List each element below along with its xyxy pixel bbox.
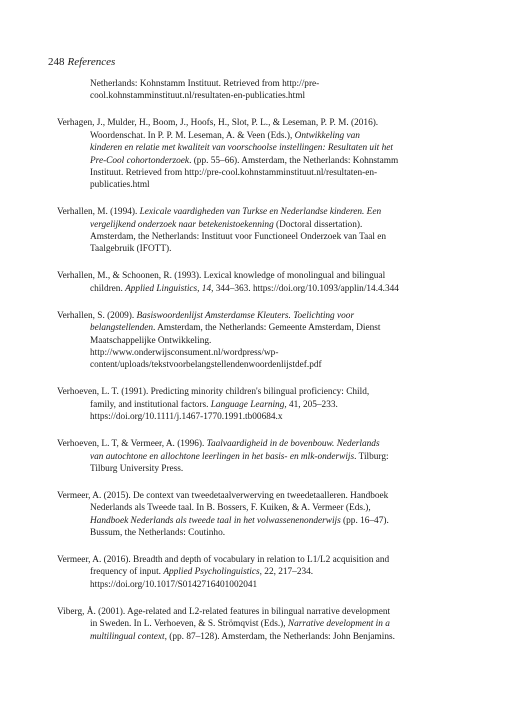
reference-text: Verhoeven, L. T, & Vermeer, A. (1996). bbox=[57, 439, 207, 450]
reference-text: frequency of input. bbox=[90, 567, 164, 578]
reference-text: http://www.onderwijsconsument.nl/wordpress/wp- bbox=[90, 348, 279, 359]
reference-italic-text: Narrative development in a bbox=[287, 619, 390, 630]
reference-first-line bbox=[57, 206, 467, 218]
reference-text: Nederlands als Tweede taal. In B. Bossers, F. Kuiken, & A. Vermeer (Eds.), bbox=[90, 503, 371, 514]
reference-text: . Amsterdam, the Netherlands: Gemeente Amsterdam, Dienst bbox=[153, 323, 381, 334]
reference-text: Bussum, the Netherlands: Coutinho. bbox=[90, 528, 226, 539]
reference-continuation-line bbox=[57, 78, 467, 90]
reference-text: Tilburg University Press. bbox=[90, 463, 184, 474]
reference-italic-text: Applied Psycholinguistics bbox=[163, 567, 260, 578]
reference-entry bbox=[57, 606, 467, 643]
reference-text: Netherlands: Kohnstamm Instituut. Retrieved from http://pre- bbox=[90, 79, 320, 89]
reference-text: https://doi.org/10.1017/S0142716401002041 bbox=[90, 579, 258, 590]
reference-continuation-line bbox=[57, 130, 467, 142]
reference-italic-text: belangstellenden bbox=[90, 323, 153, 334]
reference-entry bbox=[57, 78, 467, 103]
reference-text: content/uploads/tekstvoorbelangstellendenwoordenlijstdef.pdf bbox=[90, 360, 322, 371]
reference-continuation-line bbox=[57, 411, 467, 423]
reference-continuation-line bbox=[57, 155, 467, 167]
reference-text: children. bbox=[90, 283, 126, 294]
reference-continuation-line bbox=[57, 347, 467, 359]
reference-italic-text: Language Learning bbox=[210, 399, 285, 410]
reference-continuation-line bbox=[57, 566, 467, 578]
reference-continuation-line bbox=[57, 359, 467, 371]
reference-first-line bbox=[57, 438, 467, 450]
reference-text: , 41, 205–233. bbox=[284, 399, 338, 410]
reference-text: , 344–363. https://doi.org/10.1093/applin/14.4.344 bbox=[211, 283, 399, 294]
reference-list bbox=[57, 78, 467, 658]
reference-text: Amsterdam, the Netherlands: Instituut voor Functioneel Onderzoek van Taal en bbox=[90, 232, 387, 243]
reference-text: in Sweden. In L. Verhoeven, & S. Strömqvist (Eds.), bbox=[90, 619, 288, 630]
reference-text: Woordenschat. In P. P. M. Leseman, A. & Veen (Eds.), bbox=[90, 130, 295, 141]
reference-continuation-line bbox=[57, 231, 467, 243]
reference-entry bbox=[57, 554, 467, 591]
reference-text: . Tilburg: bbox=[354, 451, 389, 462]
reference-first-line bbox=[57, 310, 467, 322]
reference-text: (Doctoral dissertation). bbox=[273, 219, 363, 230]
reference-italic-text: multilingual context bbox=[90, 631, 165, 642]
reference-continuation-line bbox=[57, 142, 467, 154]
reference-italic-text: Pre-Cool cohortonderzoek bbox=[90, 155, 190, 166]
reference-first-line bbox=[57, 270, 467, 282]
reference-text: family, and institutional factors. bbox=[90, 399, 211, 410]
reference-text: cool.kohnstamminstituut.nl/resultaten-en-publicaties.html bbox=[90, 91, 306, 102]
reference-italic-text: Ontwikkeling van bbox=[294, 130, 360, 141]
reference-text: Verhallen, S. (2009). bbox=[57, 310, 137, 321]
reference-continuation-line bbox=[57, 322, 467, 334]
reference-continuation-line bbox=[57, 618, 467, 630]
reference-first-line bbox=[57, 490, 467, 502]
running-head bbox=[48, 55, 115, 69]
reference-continuation-line bbox=[57, 335, 467, 347]
reference-entry bbox=[57, 310, 467, 372]
reference-text: Maatschappelijke Ontwikkeling. bbox=[90, 335, 212, 346]
reference-continuation-line bbox=[57, 90, 467, 102]
reference-continuation-line bbox=[57, 399, 467, 411]
reference-entry bbox=[57, 206, 467, 256]
reference-first-line bbox=[57, 386, 467, 398]
reference-text: , (pp. 87–128). Amsterdam, the Netherlands: John Benjamins. bbox=[164, 631, 395, 642]
reference-text: Verhallen, M., & Schoonen, R. (1993). Lexical knowledge of monolingual and bilingual bbox=[57, 271, 386, 282]
reference-first-line bbox=[57, 117, 467, 129]
reference-continuation-line bbox=[57, 243, 467, 255]
reference-continuation-line bbox=[57, 502, 467, 514]
reference-continuation-line bbox=[57, 527, 467, 539]
reference-italic-text: kinderen en relatie met kwaliteit van voorschoolse instellingen: Resultaten uit het bbox=[90, 143, 393, 154]
reference-continuation-line bbox=[57, 167, 467, 179]
reference-text: Vermeer, A. (2015). De context van tweedetaalverwerving en tweedetaalleren. Handboek bbox=[57, 490, 389, 501]
reference-entry bbox=[57, 117, 467, 191]
reference-continuation-line bbox=[57, 631, 467, 643]
reference-text: Verhallen, M. (1994). bbox=[57, 207, 140, 218]
reference-text: , 22, 217–234. bbox=[259, 567, 314, 578]
reference-text: Vermeer, A. (2016). Breadth and depth of vocabulary in relation to L1/L2 acquisition and bbox=[57, 555, 390, 566]
reference-italic-text: vergelijkend onderzoek naar betekenistoekenning bbox=[90, 219, 274, 230]
reference-entry bbox=[57, 270, 467, 295]
reference-entry bbox=[57, 490, 467, 540]
reference-italic-text: van autochtone en allochtone leerlingen in het basis- en mlk-onderwijs bbox=[90, 451, 355, 462]
reference-text: publicaties.html bbox=[90, 180, 150, 191]
reference-text: https://doi.org/10.1111/j.1467-1770.1991.tb00684.x bbox=[90, 412, 283, 423]
reference-text: (pp. 16–47). bbox=[340, 515, 389, 526]
reference-italic-text: Handboek Nederlands als tweede taal in het volwassenenonderwijs bbox=[90, 515, 341, 526]
reference-italic-text: Taalvaardigheid in de bovenbouw. Nederlands bbox=[206, 439, 380, 450]
reference-first-line bbox=[57, 606, 467, 618]
reference-continuation-line bbox=[57, 579, 467, 591]
reference-italic-text: Lexicale vaardigheden van Turkse en Nederlandse kinderen. Een bbox=[139, 207, 382, 218]
reference-continuation-line bbox=[57, 179, 467, 191]
reference-text: Verhagen, J., Mulder, H., Boom, J., Hoofs, H., Slot, P. L., & Leseman, P. P. M. (2016). bbox=[57, 118, 379, 129]
reference-italic-text: Applied Linguistics, 14 bbox=[125, 283, 212, 294]
reference-text: Instituut. Retrieved from http://pre-cool.kohnstamminstituut.nl/resultaten-en- bbox=[90, 167, 378, 178]
reference-entry bbox=[57, 386, 467, 423]
reference-continuation-line bbox=[57, 283, 467, 295]
section-title: References bbox=[67, 56, 116, 68]
page-number: 248 bbox=[48, 56, 65, 68]
reference-continuation-line bbox=[57, 463, 467, 475]
reference-text: Verhoeven, L. T. (1991). Predicting minority children's bilingual proficiency: Child, bbox=[57, 387, 370, 398]
reference-text: Viberg, Å. (2001). Age-related and L2-related features in bilingual narrative development bbox=[57, 606, 391, 617]
reference-text: Taalgebruik (IFOTT). bbox=[90, 244, 172, 255]
reference-first-line bbox=[57, 554, 467, 566]
reference-text: . (pp. 55–66). Amsterdam, the Netherlands: Kohnstamm bbox=[189, 155, 399, 166]
reference-continuation-line bbox=[57, 451, 467, 463]
reference-entry bbox=[57, 438, 467, 475]
reference-italic-text: Basiswoordenlijst Amsterdamse Kleuters. Toelichting voor bbox=[136, 310, 355, 321]
reference-continuation-line bbox=[57, 515, 467, 527]
reference-continuation-line bbox=[57, 219, 467, 231]
